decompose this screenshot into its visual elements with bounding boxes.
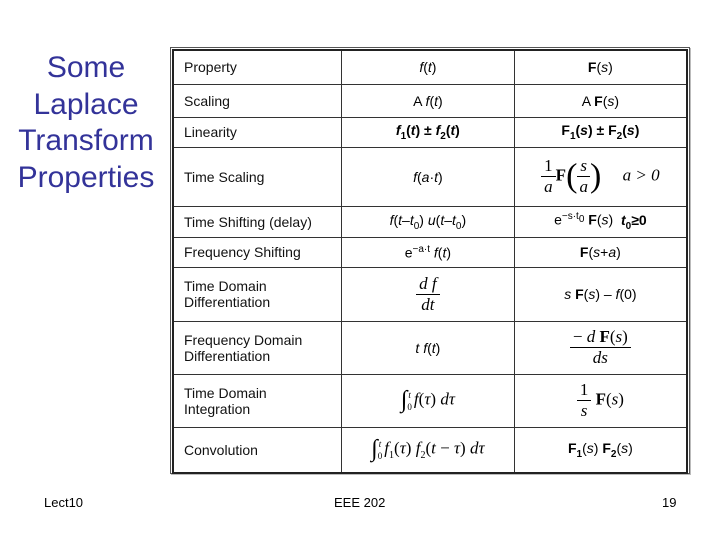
table-row [173, 117, 687, 147]
table-row [173, 206, 687, 237]
slide-title [4, 50, 168, 196]
title-line: Properties [17, 160, 155, 194]
s-domain-cell: $\frac{1}{a}$ F( $\frac{s}{a}$ ) a > 0 [514, 147, 687, 206]
property-cell: Frequency Domain Differentiation [173, 321, 342, 374]
footer-lecture: Lect10 [44, 495, 84, 510]
header-property: Property [173, 50, 342, 84]
table-row [173, 427, 687, 473]
condition: a > 0 [622, 165, 660, 185]
s-domain-cell: F(s+a) [514, 237, 687, 267]
property-cell: Time Scaling [173, 147, 342, 206]
table-row [173, 374, 687, 427]
header-time-function: f(t) [342, 50, 515, 84]
table-header-row [173, 50, 687, 84]
s-domain-cell: $F_1(s) \pm F_2(s)$ [514, 117, 687, 147]
property-cell: Time Shifting (delay) [173, 206, 342, 237]
s-domain-cell: s F(s) – f(0) [514, 267, 687, 321]
table-row [173, 237, 687, 267]
time-domain-cell: ∫ t 0 $f_1(\tau) f_2(t - \tau)$ dτ [342, 427, 515, 473]
laplace-properties-table [170, 47, 690, 474]
s-domain-cell: $e^{-s\cdot t_0}$ F(s) $t_0\ge 0$ [514, 206, 687, 237]
footer-course: EEE 202 [334, 495, 386, 510]
time-domain-cell: f(a·t) [342, 147, 515, 206]
property-cell: Time Domain Differentiation [173, 267, 342, 321]
s-domain-cell: $\frac{\text{− d F(s)}}{ds}$ [514, 321, 687, 374]
time-domain-cell: $e^{-a\cdot t}$ f(t) [342, 237, 515, 267]
time-domain-cell: ∫ t 0 f(τ) dτ [342, 374, 515, 427]
time-domain-cell: t f(t) [342, 321, 515, 374]
table-row [173, 321, 687, 374]
s-domain-cell: $F_1(s)$ $F_2(s)$ [514, 427, 687, 473]
s-domain-cell: $\frac{1}{s}$ F(s) [514, 374, 687, 427]
time-domain-cell: $f_1(t) \pm f_2(t)$ [342, 117, 515, 147]
time-domain-cell: $\frac{\text{d f}}{dt}$ [342, 267, 515, 321]
s-domain-cell: A F(s) [514, 84, 687, 117]
table-row [173, 267, 687, 321]
title-line: Laplace [33, 87, 139, 121]
header-laplace-function: F(s) [514, 50, 687, 84]
property-cell: Scaling [173, 84, 342, 117]
title-line: Some [46, 51, 126, 84]
table-row [173, 147, 687, 206]
property-cell: Frequency Shifting [173, 237, 342, 267]
property-cell: Linearity [173, 117, 342, 147]
time-domain-cell: $f(t-t_0)$ $u(t-t_0)$ [342, 206, 515, 237]
title-line: Transform [18, 124, 154, 157]
property-cell: Convolution [173, 427, 342, 473]
time-domain-cell: A f(t) [342, 84, 515, 117]
table-row [173, 84, 687, 117]
property-cell: Time Domain Integration [173, 374, 342, 427]
page-number: 19 [662, 495, 677, 510]
